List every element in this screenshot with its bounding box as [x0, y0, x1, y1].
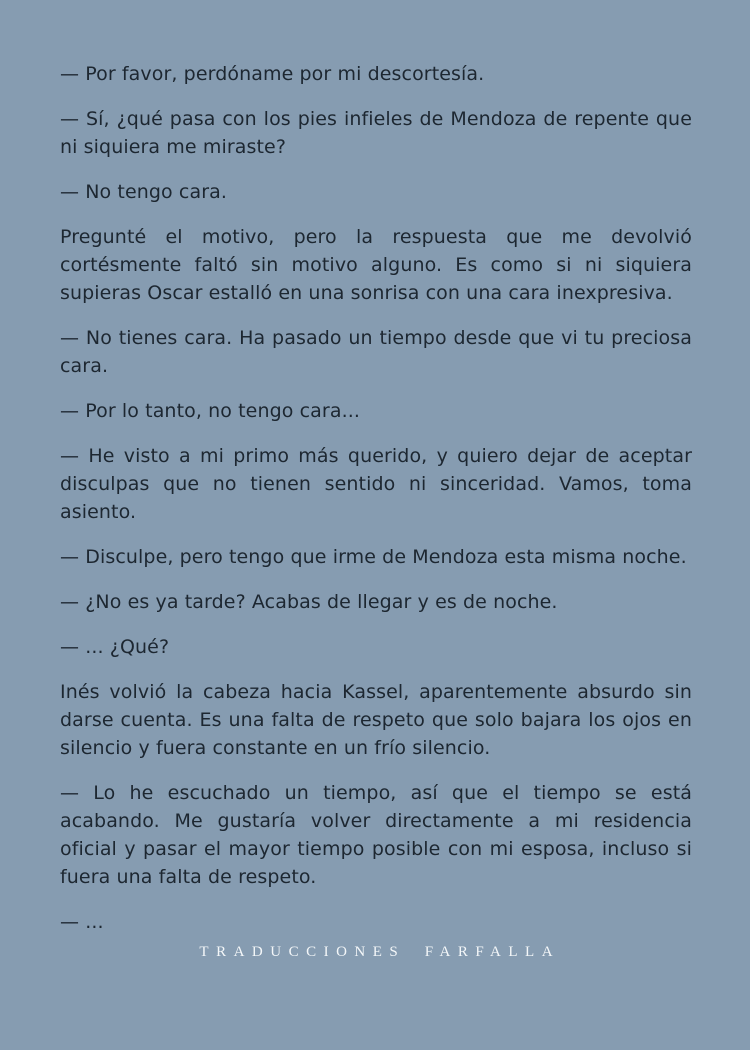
paragraph: — He visto a mi primo más querido, y quiero dejar de aceptar disculpas que no tienen sentido ni sinceridad. Vamos, toma asiento. — [60, 445, 692, 523]
novel-text-block — [60, 60, 692, 942]
paragraph: — Por favor, perdóname por mi descortesía. — [60, 63, 485, 85]
paragraph: — No tienes cara. Ha pasado un tiempo desde que vi tu preciosa cara. — [60, 327, 692, 377]
paragraph: — ... — [60, 911, 104, 933]
paragraph: — ... ¿Qué? — [60, 636, 170, 658]
paragraph: — Sí, ¿qué pasa con los pies infieles de Mendoza de repente que ni siquiera me miraste? — [60, 108, 692, 158]
paragraph: — Por lo tanto, no tengo cara... — [60, 400, 361, 422]
paragraph: Pregunté el motivo, pero la respuesta que me devolvió cortésmente faltó sin motivo alguno. Es como si ni siquiera supieras Oscar estalló en una sonrisa con una cara inexpresiva. — [60, 226, 692, 304]
paragraph: — Lo he escuchado un tiempo, así que el tiempo se está acabando. Me gustaría volver directamente a mi residencia oficial y pasar el mayor tiempo posible con mi esposa, incluso si fuera una falta de respeto. — [60, 782, 692, 888]
paragraph: Inés volvió la cabeza hacia Kassel, aparentemente absurdo sin darse cuenta. Es una falta de respeto que solo bajara los ojos en silencio y fuera constante en un frío silencio. — [60, 681, 692, 759]
paragraph: — Disculpe, pero tengo que irme de Mendoza esta misma noche. — [60, 546, 687, 568]
translator-watermark: TRADUCCIONES FARFALLA — [199, 944, 561, 960]
paragraph: — ¿No es ya tarde? Acabas de llegar y es de noche. — [60, 591, 558, 613]
paragraph: — No tengo cara. — [60, 181, 228, 203]
